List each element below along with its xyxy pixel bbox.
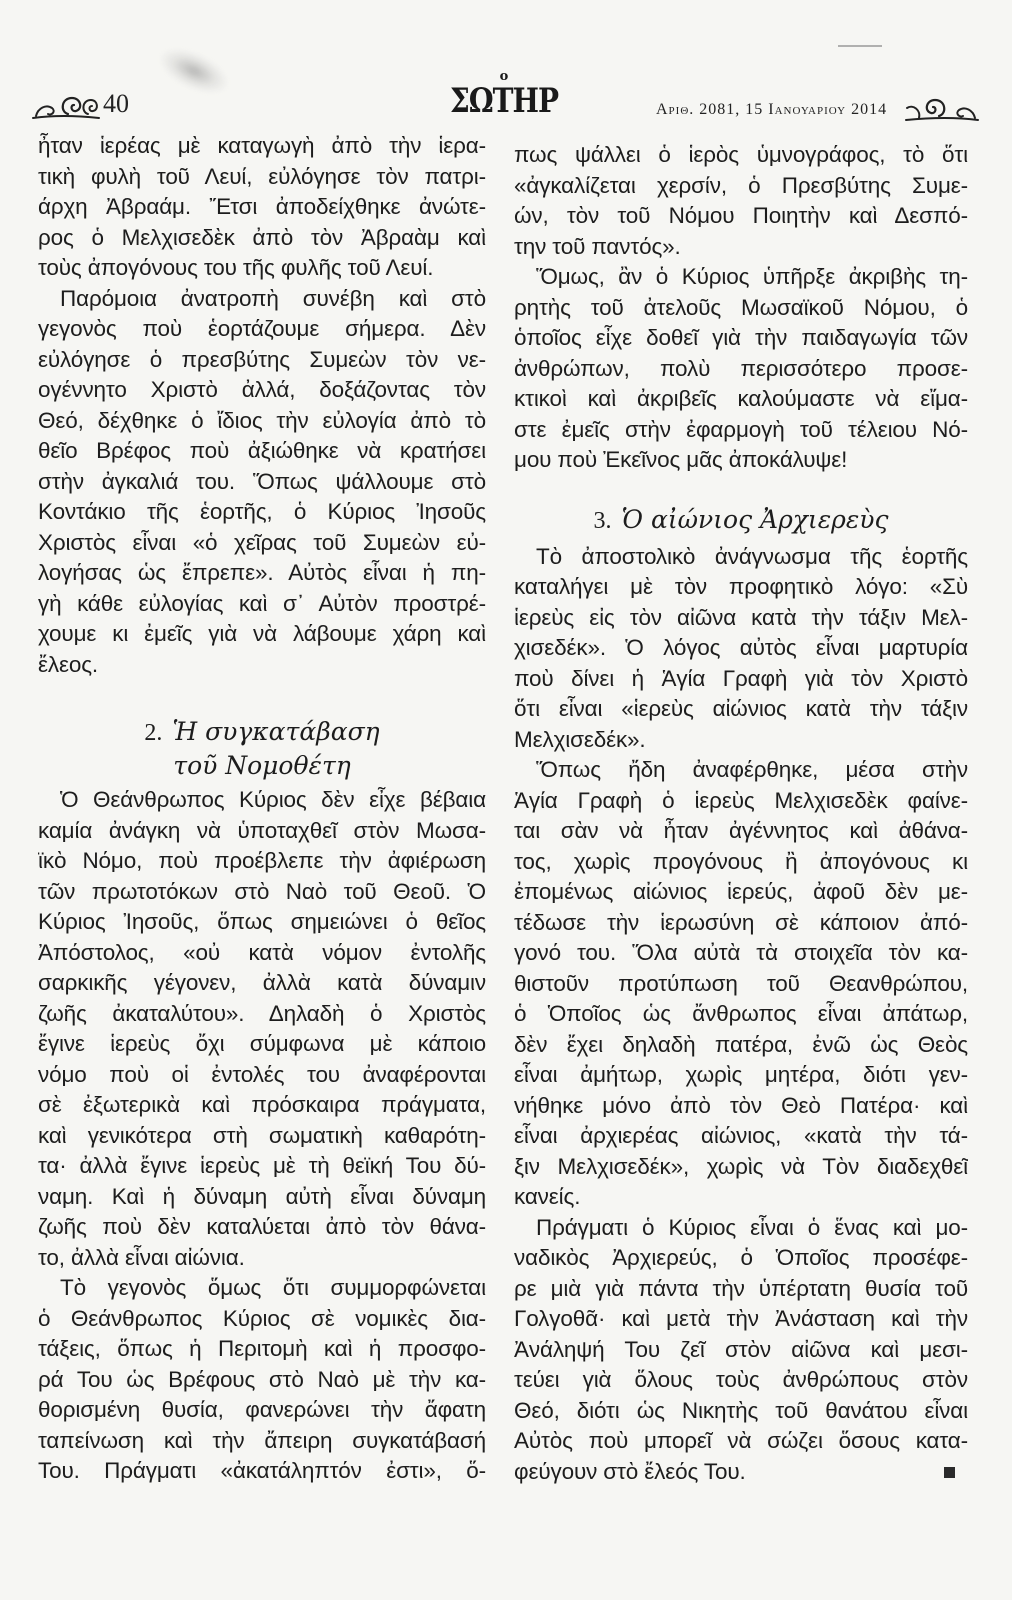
text-line: φεύγουν στὸ ἔλεός Του.	[514, 1458, 746, 1484]
text-line: Χριστὸς εἶναι «ὁ χεῖρας τοῦ Συμεὼν εὐ-	[38, 529, 486, 555]
text-line: ών, τὸν τοῦ Νόμου Ποιητὴν καὶ Δεσπό-	[514, 203, 968, 228]
text-line: τοὺς ἀπογόνους του τῆς φυλῆς τοῦ Λευί.	[38, 255, 434, 280]
text-line: νόμο ποὺ οἱ ἐντολές του ἀναφέρονται	[38, 1061, 486, 1087]
text-line: νήθηκε μόνο ἀπὸ τὸν Θεὸ Πατέρα· καὶ	[514, 1092, 968, 1118]
text-line: ρά Του ὡς Βρέφους στὸ Ναὸ μὲ τὴν κα-	[38, 1366, 486, 1392]
scan-smudge	[154, 40, 234, 101]
text-line: τικὴ φυλὴ τοῦ Λευί, εὐλόγησε τὸν πατρι-	[38, 163, 486, 189]
text-line: χισεδέκ». Ὁ λόγος αὐτὸς εἶναι μαρτυρία	[514, 635, 968, 660]
text-line: πως ψάλλει ὁ ἱερὸς ὑμνογράφος, τὸ ὅτι	[514, 142, 968, 167]
section-number: 2.	[144, 720, 163, 746]
text-line: εἶναι ἀμήτωρ, χωρὶς μητέρα, διότι γεν-	[514, 1062, 968, 1087]
text-line: ὅτι εἶναι «ἱερεὺς αἰώνιος κατὰ τὴν τάξιν	[514, 696, 968, 721]
page-number: 40	[103, 89, 129, 118]
text-line: θεῖο Βρέφος ποὺ ἀξιώθηκε νὰ κρατήσει	[38, 438, 486, 463]
paragraph	[514, 262, 968, 476]
text-line: ἔγινε ἱερεὺς ὄχι σύμφωνα μὲ κάποιο	[38, 1031, 486, 1056]
text-line: το, ἀλλὰ εἶναι αἰώνια.	[38, 1244, 245, 1270]
text-line: σὲ ἐξωτερικὰ καὶ πρόσκαιρα πράγματα,	[38, 1092, 486, 1117]
text-line: ξιν Μελχισεδέκ», χωρὶς νὰ Τὸν διαδεχθεῖ	[514, 1153, 968, 1179]
right-text-column	[514, 140, 968, 1487]
text-line: Μελχισεδέκ».	[514, 726, 646, 752]
text-line: ζωῆς ἀκαταλύτου». Δηλαδὴ ὁ Χριστὸς	[38, 1000, 486, 1026]
text-line: ναδικὸς Ἀρχιερεύς, ὁ Ὁποῖος προσέφε-	[514, 1245, 968, 1270]
text-line: την τοῦ παντός».	[514, 233, 681, 259]
text-line: λογήσας ὡς ἔπρεπε». Αὐτὸς εἶναι ἡ πη-	[38, 560, 486, 585]
left-text-column	[38, 131, 486, 1487]
text-line: ἔλεος.	[38, 651, 99, 677]
logo-title: ΣΩΤΗΡ	[449, 80, 559, 121]
text-line: τεύει γιὰ ὅλους τοὺς ἀνθρώπους στὸν	[514, 1367, 968, 1392]
text-line: Ἁγία Γραφὴ ὁ ἱερεὺς Μελχισεδὲκ φαίνε-	[514, 787, 968, 813]
text-line: Γολγοθᾶ· καὶ μετὰ τὴν Ἀνάσταση καὶ τὴν	[514, 1306, 968, 1331]
text-line: Του. Πράγματι «ἀκατάληπτόν ἐστι», ὅ-	[38, 1458, 486, 1483]
text-line: στὴν ἀγκαλιά του. Ὅπως ψάλλουμε στὸ	[38, 468, 486, 494]
text-line: Θεό, διότι ὡς Νικητὴς τοῦ θανάτου εἶναι	[514, 1397, 968, 1423]
text-line: Ὁ Θεάνθρωπος Κύριος δὲν εἶχε βέβαια	[60, 787, 486, 812]
text-line: τάξεις, ὅπως ἡ Περιτομὴ καὶ ἡ προσφο-	[38, 1336, 486, 1361]
right-flourish-ornament	[905, 92, 979, 124]
paragraph	[514, 1213, 968, 1488]
section-heading-line	[38, 715, 486, 749]
text-line: ὁ Ὁποῖος ὡς ἄνθρωπος εἶναι ἀπάτωρ,	[514, 1001, 968, 1026]
paragraph	[514, 140, 968, 262]
text-line: ὁ Θεάνθρωπος Κύριος σὲ νομικὲς δια-	[38, 1305, 486, 1331]
paragraph	[514, 542, 968, 756]
text-line: Ἀπόστολος, «οὐ κατὰ νόμον ἐντολῆς	[38, 939, 486, 965]
text-line: στε ἐμεῖς στὴν ἐφαρμογὴ τοῦ τέλειου Νό-	[514, 416, 968, 442]
text-line: ρε μιὰ γιὰ πάντα τὴν ὑπέρτατη θυσία τοῦ	[514, 1275, 968, 1301]
issue-info: Αριθ. 2081, 15 Ιανουαριου 2014	[656, 101, 888, 118]
text-line: Τὸ γεγονὸς ὅμως ὅτι συμμορφώνεται	[60, 1275, 486, 1300]
paragraph	[514, 755, 968, 1213]
text-line: καμία ἀνάγκη νὰ ὑποταχθεῖ στὸν Μωσα-	[38, 817, 486, 843]
text-line: ταπείνωση καὶ τὴν ἄπειρη συγκατάβασή	[38, 1427, 486, 1453]
text-line: μου ποὺ Ἐκεῖνος μᾶς ἀποκάλυψε!	[514, 447, 848, 472]
text-line: Θεό, δέχθηκε ὁ ἴδιος τὴν εὐλογία ἀπὸ τὸ	[38, 407, 486, 433]
section-title-text: Ὁ αἰώνιος Ἀρχιερεὺς	[621, 504, 889, 534]
paragraph	[38, 131, 486, 284]
text-line: ὁποῖος εἶχε δοθεῖ γιὰ τὴν παιδαγωγία τῶν	[514, 325, 968, 350]
text-line: Αὐτὸς ποὺ μπορεῖ νὰ σώζει ὅσους κατα-	[514, 1428, 968, 1453]
text-line: ται σὰν νὰ ἦταν ἀγέννητος καὶ ἀθάνα-	[514, 818, 968, 843]
text-line: Ὅπως ἤδη ἀναφέρθηκε, μέσα στὴν	[536, 757, 968, 782]
magazine-logo	[448, 70, 560, 124]
text-line: Κύριος Ἰησοῦς, ὅπως σημειώνει ὁ θεῖος	[38, 909, 486, 934]
text-line: τος, χωρὶς προγόνους ἢ ἀπογόνους κι	[514, 848, 968, 874]
text-line: ρητὴς τοῦ ἀτελοῦς Μωσαϊκοῦ Νόμου, ὁ	[514, 294, 968, 320]
text-line: τέδωσε τὴν ἱερωσύνη σὲ κάποιον ἀπό-	[514, 909, 968, 935]
text-line: Κοντάκιο τῆς ἑορτῆς, ὁ Κύριος Ἰησοῦς	[38, 499, 486, 524]
section-heading	[38, 715, 486, 783]
text-line: γεγονὸς ποὺ ἑορτάζουμε σήμερα. Δὲν	[38, 316, 486, 341]
left-flourish-ornament	[32, 90, 100, 122]
text-line: ρος ὁ Μελχισεδὲκ ἀπὸ τὸν Ἀβραὰμ καὶ	[38, 224, 486, 250]
section-heading-line	[38, 749, 486, 783]
text-line: ἦταν ἱερέας μὲ καταγωγὴ ἀπὸ τὴν ἱερα-	[38, 133, 486, 158]
section-number: 3.	[593, 507, 612, 534]
section-title-text: τοῦ Νομοθέτη	[173, 751, 351, 780]
scan-mark	[838, 45, 882, 47]
text-line: ποὺ δίνει ἡ Ἁγία Γραφὴ γιὰ τὸν Χριστὸ	[514, 665, 968, 691]
text-line: άρχη Ἀβραάμ. Ἔτσι ἀποδείχθηκε ἀνώτε-	[38, 194, 486, 219]
text-line: εἶναι ἀρχιερέας αἰώνιος, «κατὰ τὴν τά-	[514, 1123, 968, 1148]
end-of-article-mark	[944, 1467, 955, 1478]
text-line: εὐλόγησε ὁ πρεσβύτης Συμεὼν τὸν νε-	[38, 346, 486, 372]
section-heading-line	[514, 502, 968, 538]
paragraph	[38, 284, 486, 681]
text-line: ἀνθρώπων, πολὺ περισσότερο προσε-	[514, 355, 968, 381]
text-line: δὲν ἔχει δηλαδὴ πατέρα, ἐνῶ ὡς Θεὸς	[514, 1031, 968, 1057]
logo-article: ο	[499, 69, 509, 84]
text-line: ἐπομένως αἰώνιος ἱερεύς, ἀφοῦ δὲν με-	[514, 879, 968, 904]
text-line: ογέννητο Χριστὸ ἀλλά, δοξάζοντας τὸν	[38, 377, 486, 402]
text-line: καταλήγει μὲ τὸν προφητικὸ λόγο: «Σὺ	[514, 574, 968, 599]
text-line: γονό του. Ὅλα αὐτὰ τὰ στοιχεῖα τὸν κα-	[514, 940, 968, 965]
text-line: Ὅμως, ἂν ὁ Κύριος ὑπῆρξε ἀκριβὴς τη-	[536, 264, 968, 289]
text-line: Παρόμοια ἀνατροπὴ συνέβη καὶ στὸ	[60, 285, 486, 311]
text-line: «ἀγκαλίζεται χερσίν, ὁ Πρεσβύτης Συμε-	[514, 172, 968, 198]
text-line: καὶ γενικότερα στὴ σωματικὴ καθαρότη-	[38, 1122, 486, 1148]
text-line: θιστοῦν προτύπωση τοῦ Θεανθρώπου,	[514, 970, 968, 996]
text-line: χουμε κι ἐμεῖς γιὰ νὰ λάβουμε χάρη καὶ	[38, 621, 486, 646]
text-line: κτικοὶ καὶ ἀκριβεῖς καλούμαστε νὰ εἴμα-	[514, 386, 968, 411]
text-line: ναμη. Καὶ ἡ δύναμη αὐτὴ εἶναι δύναμη	[38, 1183, 486, 1209]
text-line: κανείς.	[514, 1184, 581, 1209]
text-line: γὴ κάθε εὐλογίας καὶ σ᾽ Αὐτὸν προστρέ-	[38, 590, 486, 616]
text-line: ϊκὸ Νόμο, ποὺ προέβλεπε τὴν ἀφιέρωση	[38, 848, 486, 873]
text-line: Τὸ ἀποστολικὸ ἀνάγνωσμα τῆς ἑορτῆς	[536, 543, 968, 569]
text-line: σαρκικῆς γέγονεν, ἀλλὰ κατὰ δύναμιν	[38, 970, 486, 995]
paragraph	[38, 785, 486, 1273]
section-heading	[514, 502, 968, 538]
text-line: Πράγματι ὁ Κύριος εἶναι ὁ ἕνας καὶ μο-	[536, 1214, 968, 1240]
text-line: τα· ἀλλὰ ἔγινε ἱερεὺς μὲ τὴ θεϊκή Του δύ-	[38, 1153, 486, 1178]
text-line: ἱερεὺς εἰς τὸν αἰῶνα κατὰ τὴν τάξιν Μελ-	[514, 604, 968, 630]
text-line: θορισμένη θυσία, φανερώνει τὴν ἄφατη	[38, 1397, 486, 1422]
text-line: ζωῆς ποὺ δὲν καταλύεται ἀπὸ τὸν θάνα-	[38, 1214, 486, 1239]
section-title-text: Ἡ συγκατάβαση	[172, 717, 380, 746]
text-line: Ἀνάληψή Του ζεῖ στὸν αἰῶνα καὶ μεσι-	[514, 1336, 968, 1362]
paragraph	[38, 1273, 486, 1487]
text-line: τῶν πρωτοτόκων στὸ Ναὸ τοῦ Θεοῦ. Ὁ	[38, 878, 486, 904]
